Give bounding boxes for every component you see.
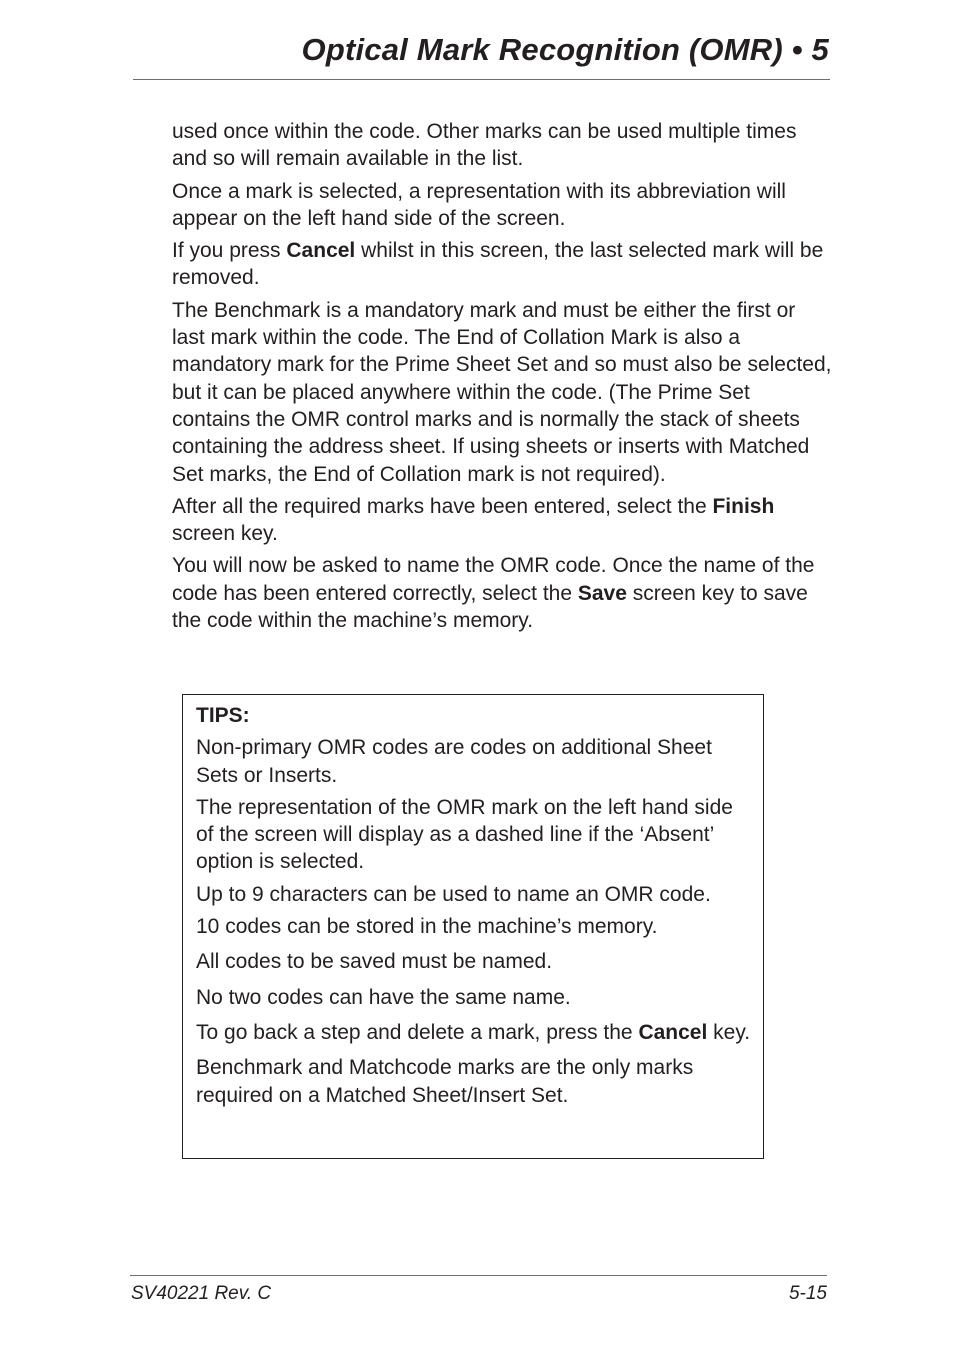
text-run: screen key.: [172, 522, 278, 546]
text-run: After all the required marks have been entered, select the: [172, 494, 713, 518]
footer-document-id: SV40221 Rev. C: [131, 1283, 272, 1304]
text-run: You will now be asked to name the OMR code. Once the name of the code has been entered correctly, select the: [172, 554, 815, 605]
tip-delete-mark: [196, 1019, 755, 1046]
footer-divider: [130, 1275, 827, 1276]
header-divider: [133, 79, 830, 80]
tip-non-primary-codes: Non-primary OMR codes are codes on additional Sheet Sets or Inserts.: [196, 736, 712, 787]
cancel-key-label: Cancel: [638, 1020, 708, 1044]
paragraph-finish: [172, 493, 832, 548]
tip-dashed-line: The representation of the OMR mark on the left hand side of the screen will display as a dashed line if the ‘Absent’ option is selected.: [196, 795, 733, 874]
page-header-title: Optical Mark Recognition (OMR) • 5: [301, 32, 829, 67]
tips-box: [182, 694, 764, 1159]
text-run: whilst in this screen, the last selected mark will be removed.: [172, 239, 824, 290]
footer-page-number: 5-15: [788, 1283, 827, 1304]
tip-must-be-named: All codes to be saved must be named.: [196, 950, 553, 974]
tip-storage-limit: 10 codes can be stored in the machine’s memory.: [196, 915, 658, 939]
cancel-key-label: Cancel: [286, 239, 356, 263]
main-body: [172, 118, 832, 639]
tip-matched-set-marks: Benchmark and Matchcode marks are the only marks required on a Matched Sheet/Insert Set.: [196, 1056, 694, 1107]
text-run: If you press: [172, 239, 287, 263]
tip-unique-names: No two codes can have the same name.: [196, 985, 571, 1009]
text-run: To go back a step and delete a mark, press the: [196, 1020, 639, 1044]
tips-heading: TIPS:: [196, 704, 250, 727]
paragraph-mark-representation: Once a mark is selected, a representation with its abbreviation will appear on the left hand side of the screen.: [172, 179, 786, 230]
paragraph-benchmark: The Benchmark is a mandatory mark and must be either the first or last mark within the code. The End of Collation Mark is also a mandatory mark for the Prime Sheet Set and so must also be selected, but it can be placed anywhere within the code. (The Prime Set contains the OMR control marks and is normally the stack of sheets containing the address sheet. If using sheets or inserts with Matched Set marks, the End of Collation mark is not required).: [172, 298, 832, 486]
finish-key-label: Finish: [712, 494, 775, 518]
paragraph-save: [172, 552, 832, 634]
text-run: key.: [707, 1020, 751, 1044]
paragraph-cancel-note: [172, 237, 832, 292]
text-run: screen key to save the code within the machine’s memory.: [172, 581, 808, 633]
tip-character-limit: Up to 9 characters can be used to name an OMR code.: [196, 882, 711, 906]
paragraph-marks-usage: used once within the code. Other marks can be used multiple times and so will remain available in the list.: [172, 120, 797, 171]
save-key-label: Save: [577, 581, 627, 605]
